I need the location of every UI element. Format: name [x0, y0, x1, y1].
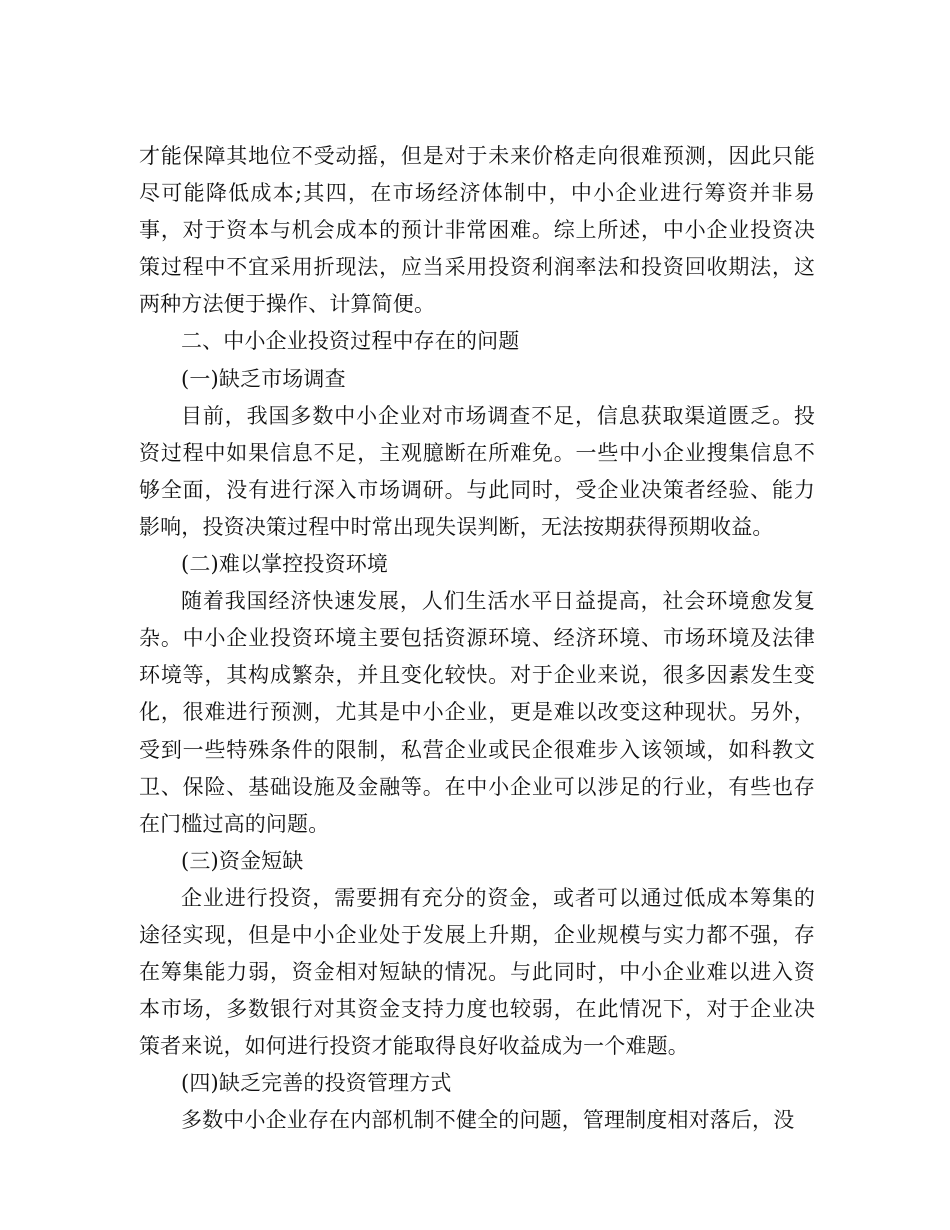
- document-body: [139, 138, 815, 1140]
- subsection-heading-4: (四)缺乏完善的投资管理方式: [181, 1071, 452, 1096]
- subsection-heading-2: (二)难以掌控投资环境: [181, 552, 389, 577]
- paragraph-management: 多数中小企业存在内部机制不健全的问题，管理制度相对落后，没: [181, 1108, 795, 1133]
- subsection-heading-3: (三)资金短缺: [181, 848, 304, 873]
- paragraph-investment-environment: 随着我国经济快速发展，人们生活水平日益提高，社会环境愈发复杂。中小企业投资环境主要包括资源环境、经济环境、市场环境及法律环境等，其构成繁杂，并且变化较快。对于企业来说，很多因素发生变化，很难进行预测，尤其是中小企业，更是难以改变这种现状。另外，受到一些特殊条件的限制，私营企业或民企很难步入该领域，如科教文卫、保险、基础设施及金融等。在中小企业可以涉足的行业，有些也存在门槛过高的问题。: [139, 589, 815, 836]
- section-heading: 二、中小企业投资过程中存在的问题: [181, 329, 520, 354]
- paragraph-continuation: 才能保障其地位不受动摇，但是对于未来价格走向很难预测，因此只能尽可能降低成本;其四，在市场经济体制中，中小企业进行筹资并非易事，对于资本与机会成本的预计非常困难。综上所述，中小企业投资决策过程中不宜采用折现法，应当采用投资利润率法和投资回收期法，这两种方法便于操作、计算简便。: [139, 144, 815, 317]
- paragraph-capital-shortage: 企业进行投资，需要拥有充分的资金，或者可以通过低成本筹集的途径实现，但是中小企业处于发展上升期，企业规模与实力都不强，存在筹集能力弱，资金相对短缺的情况。与此同时，中小企业难以进入资本市场，多数银行对其资金支持力度也较弱，在此情况下，对于企业决策者来说，如何进行投资才能取得良好收益成为一个难题。: [139, 885, 815, 1059]
- subsection-heading-1: (一)缺乏市场调查: [181, 366, 346, 391]
- paragraph-market-research: 目前，我国多数中小企业对市场调查不足，信息获取渠道匮乏。投资过程中如果信息不足，主观臆断在所难免。一些中小企业搜集信息不够全面，没有进行深入市场调研。与此同时，受企业决策者经验、能力影响，投资决策过程中时常出现失误判断，无法按期获得预期收益。: [139, 403, 815, 539]
